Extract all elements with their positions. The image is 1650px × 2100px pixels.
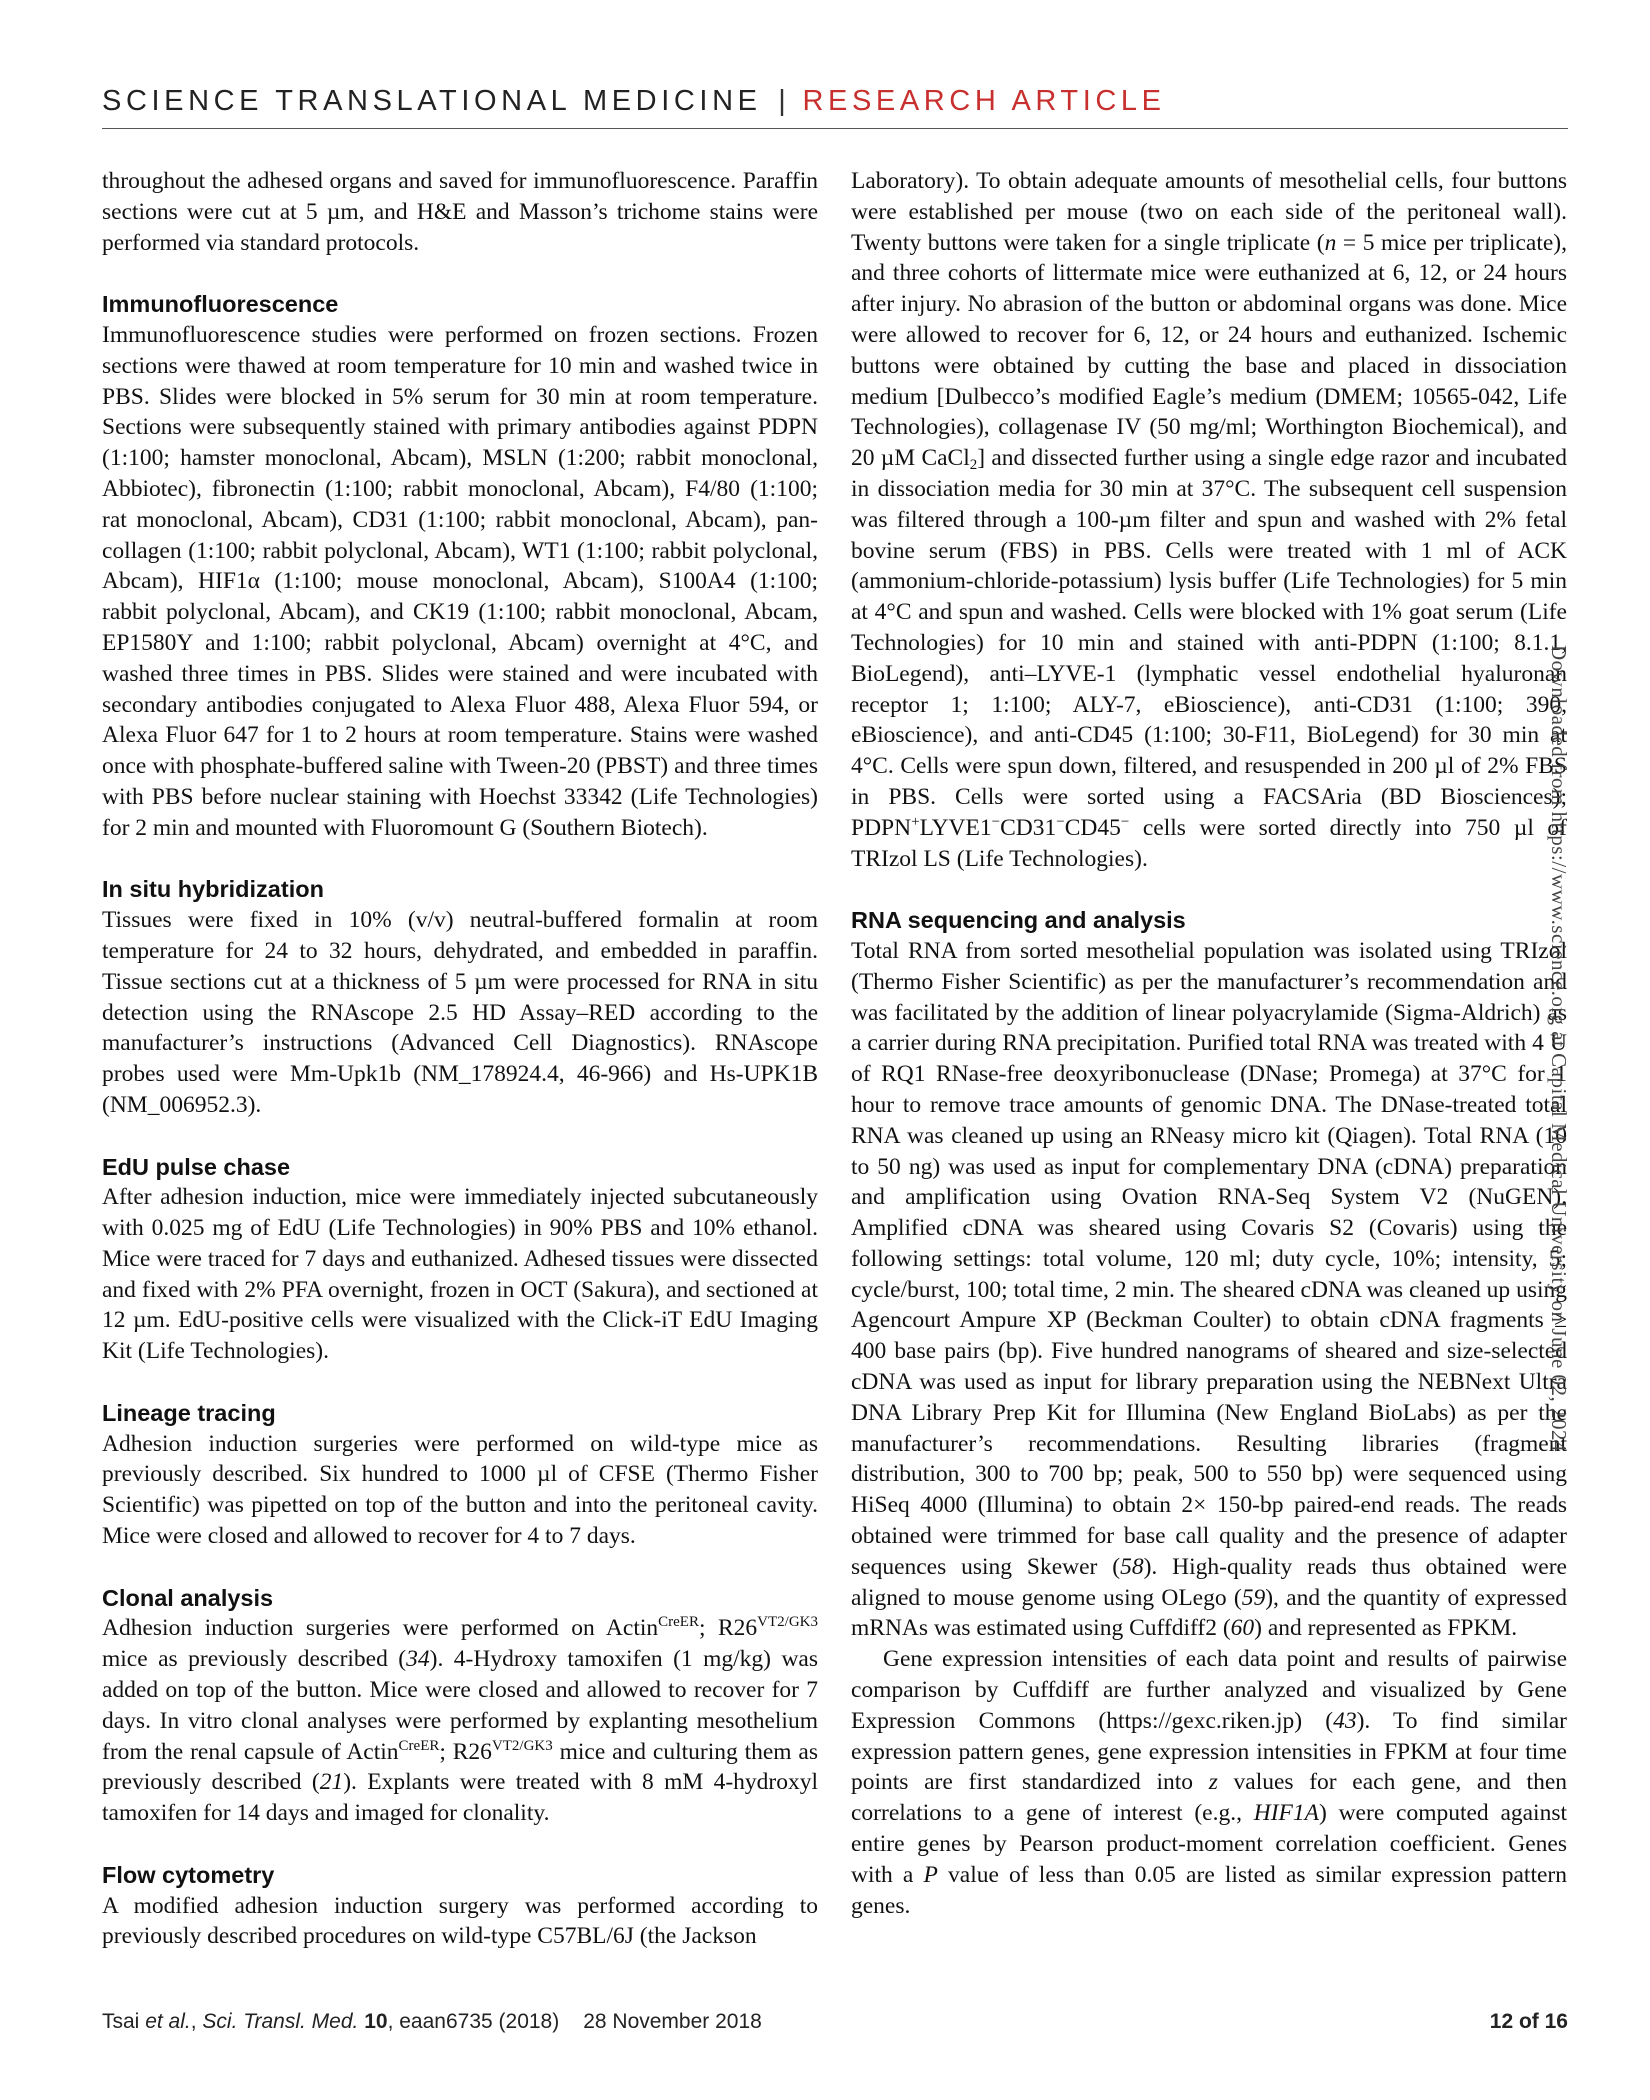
heading-edu-pulse-chase: EdU pulse chase [102,1153,291,1180]
heading-immunofluorescence: Immunofluorescence [102,291,339,318]
heading-flow-cytometry: Flow cytometry [102,1861,275,1888]
reference-link[interactable]: 59 [1241,1584,1266,1611]
journal-name: SCIENCE TRANSLATIONAL MEDICINE [102,85,762,117]
header-separator: | [778,85,786,117]
heading-in-situ-hybridization: In situ hybridization [102,876,324,903]
right-column [851,166,1567,1921]
paragraph-flow-cytometry-continued: Laboratory). To obtain adequate amounts of mesothelial cells, four buttons were established per mouse (two on each side of the peritoneal wall). Twenty buttons were taken for a single triplicate (n = 5 mice per triplicate), and three cohorts of littermate mice were euthanized at 6, 12, or 24 hours after injury. No abrasion of the button or abdominal organs was done. Mice were allowed to recover for 6, 12, or 24 hours and euthanized. Ischemic buttons were obtained by cutting the base and placed in dissociation medium [Dulbecco’s modified Eagle’s medium (DMEM; 10565-042, Life Technologies), collagenase IV (50 mg/ml; Worthington Biochemical), and 20 µM CaCl$_2$] and dissected further using a single edge razor and incubated in dissociation media for 30 min at 37°C. The subsequent cell suspension was filtered through a 100-µm filter and spun and washed with 2% fetal bovine serum (FBS) in PBS. Cells were treated with 1 ml of ACK (ammonium-chloride-potassium) lysis buffer (Life Technologies) for 5 min at 4°C and spun and washed. Cells were blocked with 1% goat serum (Life Technologies) for 10 min and stained with anti-PDPN (1:100; 8.1.1, BioLegend), anti–LYVE-1 (lymphatic vessel endothelial hyaluronan receptor 1; 1:100; ALY-7, eBioscience), anti-CD31 (1:100; 390, eBioscience), and anti-CD45 (1:100; 30-F11, BioLegend) for 30 min at 4°C. Cells were spun down, filtered, and resuspended in 200 µl of 2% FBS in PBS. Cells were sorted using a FACSAria (BD Biosciences); PDPN+LYVE1−CD31−CD45− cells were sorted directly into 750 µl of TRIzol LS (Life Technologies). [851,168,1567,872]
reference-link[interactable]: 58 [1120,1553,1144,1580]
paragraph-rna-sequencing: Total RNA from sorted mesothelial population was isolated using TRIzol (Thermo Fisher Scientific) as per the manufacturer’s recommendation and was facilitated by the addition of linear polyacrylamide (Sigma-Aldrich) as a carrier during RNA precipitation. Purified total RNA was treated with 4 U of RQ1 RNase-free deoxyribonuclease (DNase; Promega) at 37°C for 1 hour to remove trace amounts of genomic DNA. The DNase-treated total RNA was cleaned up using an RNeasy micro kit (Qiagen). Total RNA (10 to 50 ng) was used as input for complementary DNA (cDNA) preparation and amplification using Ovation RNA-Seq System V2 (NuGEN). Amplified cDNA was sheared using Covaris S2 (Covaris) using the following settings: total volume, 120 ml; duty cycle, 10%; intensity, 5; cycle/burst, 100; total time, 2 min. The sheared cDNA was cleaned up using Agencourt Ampure XP (Beckman Coulter) to obtain cDNA fragments ≥ 400 base pairs (bp). Five hundred nanograms of sheared and size-selected cDNA was used as input for library preparation using the NEBNext Ultra DNA Library Prep Kit for Illumina (New England BioLabs) as per the manufacturer’s recommendations. Resulting libraries (fragment distribution, 300 to 700 bp; peak, 500 to 550 bp) were sequenced using HiSeq 4000 (Illumina) to obtain 2× 150-bp paired-end reads. The reads obtained were trimmed for base call quality and the presence of adapter sequences using Skewer (58). High-quality reads thus obtained were aligned to mouse genome using OLego (59), and the quantity of expressed mRNAs was estimated using Cuffdiff2 (60) and represented as FPKM. [851,937,1568,1642]
reference-link[interactable]: 34 [406,1646,430,1673]
header-rule [102,128,1568,129]
paragraph-intro: throughout the adhesed organs and saved for immunofluorescence. Paraffin sections were cut at 5 µm, and H&E and Masson’s trichome stains were performed via standard protocols. [102,168,818,256]
running-header [102,84,1568,118]
paragraph-in-situ-hybridization: Tissues were fixed in 10% (v/v) neutral-buffered formalin at room temperature for 24 to 32 hours, dehydrated, and embedded in paraffin. Tissue sections cut at a thickness of 5 µm were processed for RNA in situ detection using the RNAscope 2.5 HD Assay–RED according to the manufacturer’s instructions (Advanced Cell Diagnostics). RNAscope probes used were Mm-Upk1b (NM_178924.4, 46-966) and Hs-UPK1B (NM_006952.3). [102,907,818,1118]
reference-link[interactable]: 60 [1230,1615,1255,1642]
publication-date: 28 November 2018 [583,2010,762,2033]
heading-lineage-tracing: Lineage tracing [102,1399,276,1426]
paragraph-gene-expression: Gene expression intensities of each data point and results of pairwise comparison by Cuffdiff are further analyzed and visualized by Gene Expression Commons (https://gexc.riken.jp) (43). To find similar expression pattern genes, gene expression intensities in FPKM at four time points are first standardized into z values for each gene, and then correlations to a gene of interest (e.g., HIF1A) were computed against entire genes by Pearson product-moment correlation coefficient. Genes with a P value of less than 0.05 are listed as similar expression pattern genes. [851,1646,1568,1919]
page-number: 12 of 16 [1489,2010,1568,2033]
download-watermark: Downloaded from https://www.science.org at Capital Medical University on June 02, 2024 [1547,645,1571,1453]
paragraph-immunofluorescence: Immunofluorescence studies were performed on frozen sections. Frozen sections were thawed at room temperature for 10 min and washed twice in PBS. Slides were blocked in 5% serum for 30 min at room temperature. Sections were subsequently stained with primary antibodies against PDPN (1:100; hamster monoclonal, Abcam), MSLN (1:200; rabbit monoclonal, Abbiotec), fibronectin (1:100; rabbit monoclonal, Abcam), F4/80 (1:100; rat monoclonal, Abcam), CD31 (1:100; rabbit monoclonal, Abcam), pan-collagen (1:100; rabbit polyclonal, Abcam), WT1 (1:100; rabbit polyclonal, Abcam), HIF1α (1:100; mouse monoclonal, Abcam), S100A4 (1:100; rabbit polyclonal, Abcam), and CK19 (1:100; rabbit monoclonal, Abcam, EP1580Y and 1:100; rabbit polyclonal, Abcam) overnight at 4°C, and washed three times in PBS. Slides were stained and were incubated with secondary antibodies conjugated to Alexa Fluor 488, Alexa Fluor 594, or Alexa Fluor 647 for 1 to 2 hours at room temperature. Stains were washed once with phosphate-buffered saline with Tween-20 (PBST) and three times with PBS before nuclear staining with Hoechst 33342 (Life Technologies) for 2 min and mounted with Fluoromount G (Southern Biotech). [102,321,818,841]
reference-link[interactable]: 43 [1333,1707,1357,1734]
paragraph-edu-pulse-chase: After adhesion induction, mice were immediately injected subcutaneously with 0.025 mg of EdU (Life Technologies) in 90% PBS and 10% ethanol. Mice were traced for 7 days and euthanized. Adhesed tissues were dissected and fixed with 2% PFA overnight, frozen in OCT (Sakura), and sectioned at 12 µm. EdU-positive cells were visualized with the Click-iT EdU Imaging Kit (Life Technologies). [102,1184,818,1365]
paragraph-lineage-tracing: Adhesion induction surgeries were performed on wild-type mice as previously described. Six hundred to 1000 µl of CFSE (Thermo Fisher Scientific) was pipetted on top of the button and into the peritoneal cavity. Mice were closed and allowed to recover for 4 to 7 days. [102,1430,818,1550]
article-type: RESEARCH ARTICLE [802,85,1166,117]
paragraph-flow-cytometry: A modified adhesion induction surgery was performed according to previously described procedures on wild-type C57BL/6J (the Jackson [102,1892,818,1950]
heading-rna-sequencing: RNA sequencing and analysis [851,907,1186,934]
citation: Tsai et al., Sci. Transl. Med. 10, eaan6735 (2018) 28 November 2018 [102,2010,762,2033]
heading-clonal-analysis: Clonal analysis [102,1584,274,1611]
left-column [102,166,818,1952]
reference-link[interactable]: 21 [319,1769,344,1796]
paragraph-clonal-analysis: Adhesion induction surgeries were performed on Actin$^{CreER}$; $R26^{VT2/GK3}$ mice as previously described (34). 4-Hydroxy tamoxifen (1 mg/kg) was added on top of the button. Mice were closed and allowed to recover for 7 days. In vitro clonal analyses were performed by explanting mesothelium from the renal capsule of Actin$^{CreER}$; $R26^{VT2/GK3}$ mice and culturing them as previously described (21). Explants were treated with 8 mM 4-hydroxyl tamoxifen for 14 days and imaged for clonality. [102,1614,819,1827]
page-footer [102,2008,1568,2036]
